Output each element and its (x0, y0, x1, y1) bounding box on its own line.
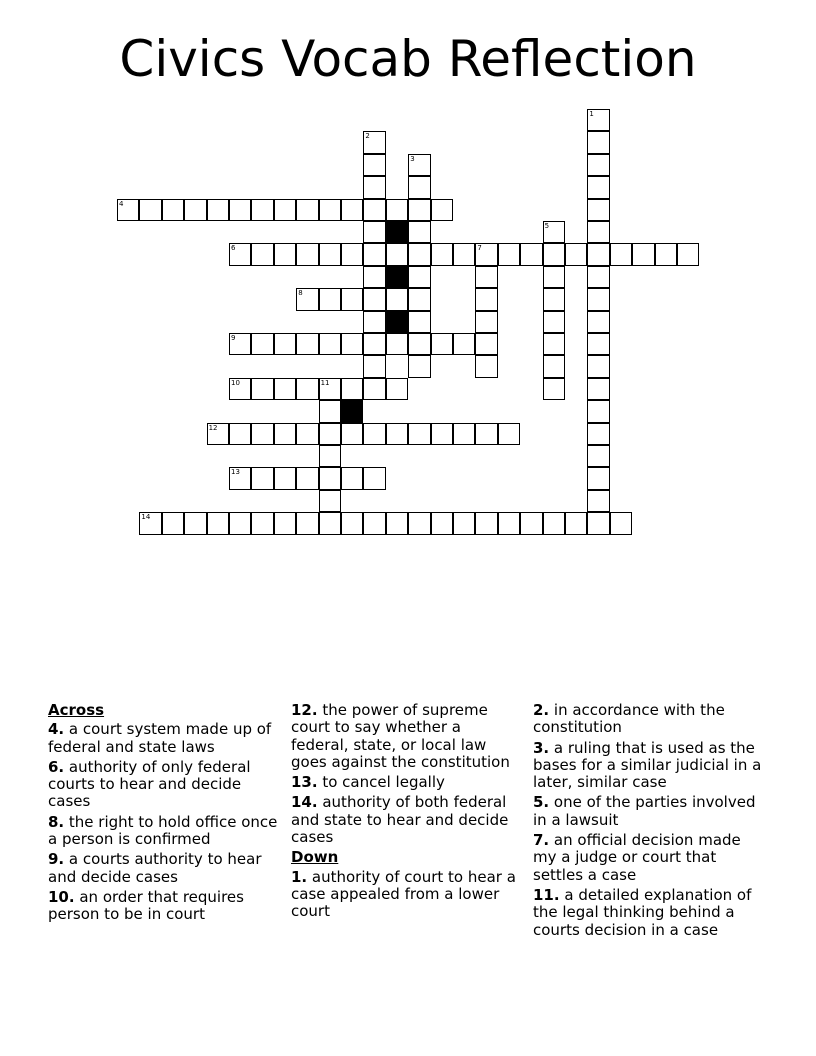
grid-cell[interactable] (587, 288, 609, 310)
grid-cell[interactable] (139, 512, 161, 534)
cell-number: 3 (410, 154, 415, 163)
grid-cell[interactable] (341, 243, 363, 265)
grid-cell[interactable] (251, 199, 273, 221)
cell-number: 7 (477, 244, 482, 253)
grid-cell[interactable] (274, 199, 296, 221)
grid-cell[interactable] (475, 266, 497, 288)
grid-cell[interactable] (655, 243, 677, 265)
grid-cell[interactable] (363, 154, 385, 176)
grid-cell[interactable] (251, 243, 273, 265)
grid-cell[interactable] (296, 199, 318, 221)
grid-cell[interactable] (363, 355, 385, 377)
grid-cell[interactable] (587, 355, 609, 377)
cell-number: 2 (365, 132, 370, 141)
grid-cell[interactable] (475, 333, 497, 355)
grid-cell[interactable] (408, 311, 430, 333)
grid-cell[interactable] (386, 333, 408, 355)
grid-cell[interactable] (363, 333, 385, 355)
grid-cell[interactable] (319, 288, 341, 310)
clue-across-8 (48, 814, 280, 849)
grid-cell[interactable] (408, 176, 430, 198)
clue-column-2 (291, 702, 523, 924)
puzzle-title: Civics Vocab Reflection (119, 30, 697, 88)
grid-cell[interactable] (139, 199, 161, 221)
grid-cell[interactable] (587, 154, 609, 176)
grid-cell[interactable] (251, 423, 273, 445)
clue-across-10 (48, 889, 280, 924)
clue-text: a court system made up of federal and state laws (48, 720, 272, 756)
clue-number: 1. (291, 867, 308, 886)
grid-cell[interactable] (319, 400, 341, 422)
clue-text: authority of only federal courts to hear and decide cases (48, 757, 251, 811)
clue-number: 5. (533, 793, 550, 812)
clue-down-11 (533, 887, 765, 939)
grid-cell[interactable] (319, 445, 341, 467)
grid-cell[interactable] (274, 243, 296, 265)
grid-cell[interactable] (543, 512, 565, 534)
grid-cell[interactable] (229, 378, 251, 400)
grid-cell[interactable] (296, 378, 318, 400)
grid-cell[interactable] (587, 423, 609, 445)
grid-cell[interactable] (408, 266, 430, 288)
clue-across-12 (291, 702, 523, 771)
grid-cell[interactable] (363, 288, 385, 310)
grid-cell[interactable] (543, 243, 565, 265)
grid-cell[interactable] (251, 512, 273, 534)
grid-cell[interactable] (453, 243, 475, 265)
grid-cell[interactable] (431, 199, 453, 221)
grid-cell[interactable] (319, 467, 341, 489)
blocked-cell (341, 400, 363, 422)
cell-number: 12 (208, 423, 218, 432)
cell-number: 5 (544, 222, 550, 230)
grid-cell[interactable] (319, 243, 341, 265)
grid-cell[interactable] (520, 512, 542, 534)
grid-cell[interactable] (363, 199, 385, 221)
grid-cell[interactable] (543, 288, 565, 310)
clue-across-14 (291, 794, 523, 846)
grid-cell[interactable] (587, 378, 609, 400)
clue-across-6 (48, 759, 280, 811)
grid-cell[interactable] (229, 243, 251, 265)
grid-cell[interactable] (408, 243, 430, 265)
blocked-cell (386, 221, 408, 243)
grid-cell[interactable] (587, 199, 609, 221)
grid-cell[interactable] (386, 378, 408, 400)
clue-number: 4. (48, 720, 65, 739)
clue-text: one of the parties involved in a lawsuit (533, 793, 756, 829)
grid-cell[interactable] (319, 512, 341, 534)
grid-cell[interactable] (498, 423, 520, 445)
grid-cell[interactable] (565, 243, 587, 265)
grid-cell[interactable] (296, 288, 318, 310)
grid-cell[interactable] (498, 243, 520, 265)
clue-number: 8. (48, 812, 65, 831)
grid-cell[interactable] (319, 490, 341, 512)
clue-text: authority of both federal and state to hear and decide cases (291, 793, 509, 847)
cell-number: 9 (231, 334, 236, 342)
grid-cell[interactable] (386, 423, 408, 445)
grid-cell[interactable] (363, 131, 385, 153)
grid-cell[interactable] (363, 311, 385, 333)
grid-cell[interactable] (386, 243, 408, 265)
blocked-cell (386, 311, 408, 333)
grid-cell[interactable] (229, 423, 251, 445)
grid-cell[interactable] (587, 467, 609, 489)
grid-cell[interactable] (587, 221, 609, 243)
grid-cell[interactable] (453, 512, 475, 534)
cell-number: 13 (231, 468, 240, 477)
across-header: Across (48, 701, 105, 719)
clue-text: an official decision made my a judge or court that settles a case (533, 831, 741, 884)
clue-across-9 (48, 851, 280, 886)
clue-down-1 (291, 869, 523, 921)
clue-column-1 (48, 702, 280, 927)
grid-cell[interactable] (565, 512, 587, 534)
clue-number: 14. (291, 793, 318, 812)
clue-text: the power of supreme court to say whether a federal, state, or local law goes against the constitution (291, 701, 510, 771)
clue-number: 7. (533, 831, 550, 850)
grid-cell[interactable] (363, 467, 385, 489)
grid-cell[interactable] (229, 199, 251, 221)
grid-cell[interactable] (341, 288, 363, 310)
grid-cell[interactable] (386, 199, 408, 221)
grid-cell[interactable] (431, 333, 453, 355)
grid-cell[interactable] (543, 378, 565, 400)
grid-cell[interactable] (319, 199, 341, 221)
clue-down-7 (533, 832, 765, 884)
grid-cell[interactable] (274, 467, 296, 489)
grid-cell[interactable] (587, 266, 609, 288)
grid-cell[interactable] (408, 355, 430, 377)
grid-cell[interactable] (296, 467, 318, 489)
grid-cell[interactable] (363, 221, 385, 243)
grid-cell[interactable] (587, 311, 609, 333)
grid-cell[interactable] (520, 243, 542, 265)
grid-cell[interactable] (274, 378, 296, 400)
grid-cell[interactable] (341, 378, 363, 400)
cell-number: 6 (231, 244, 236, 253)
clue-number: 13. (291, 773, 318, 792)
clue-number: 2. (533, 701, 550, 719)
grid-cell[interactable] (543, 355, 565, 377)
grid-cell[interactable] (408, 288, 430, 310)
grid-cell[interactable] (162, 512, 184, 534)
grid-cell[interactable] (543, 311, 565, 333)
grid-cell[interactable] (408, 423, 430, 445)
clue-text: authority of court to hear a case appealed from a lower court (291, 867, 516, 921)
grid-cell[interactable] (117, 199, 139, 221)
cell-number: 10 (231, 378, 240, 387)
grid-cell[interactable] (475, 512, 497, 534)
grid-cell[interactable] (319, 378, 341, 400)
grid-cell[interactable] (408, 333, 430, 355)
grid-cell[interactable] (498, 512, 520, 534)
grid-cell[interactable] (543, 221, 565, 243)
clue-number: 3. (533, 738, 550, 757)
grid-cell[interactable] (296, 423, 318, 445)
grid-cell[interactable] (229, 467, 251, 489)
clue-across-4 (48, 721, 280, 756)
clue-text: an order that requires person to be in court (48, 887, 244, 924)
grid-cell[interactable] (341, 423, 363, 445)
grid-cell[interactable] (363, 243, 385, 265)
grid-cell[interactable] (341, 199, 363, 221)
grid-cell[interactable] (408, 512, 430, 534)
grid-cell[interactable] (251, 333, 273, 355)
grid-cell[interactable] (274, 423, 296, 445)
grid-cell[interactable] (229, 333, 251, 355)
grid-cell[interactable] (632, 243, 654, 265)
grid-cell[interactable] (296, 243, 318, 265)
grid-cell[interactable] (207, 512, 229, 534)
grid-cell[interactable] (207, 199, 229, 221)
grid-cell[interactable] (363, 176, 385, 198)
clue-text: a detailed explanation of the legal thinking behind a courts decision in a case (533, 885, 752, 939)
grid-cell[interactable] (587, 445, 609, 467)
clue-text: in accordance with the constitution (533, 701, 725, 737)
grid-cell[interactable] (587, 176, 609, 198)
grid-cell[interactable] (475, 311, 497, 333)
clue-across-13 (291, 774, 523, 791)
grid-cell[interactable] (543, 266, 565, 288)
clue-number: 11. (533, 885, 560, 904)
grid-cell[interactable] (587, 109, 609, 131)
clue-number: 9. (48, 850, 65, 869)
grid-cell[interactable] (274, 512, 296, 534)
grid-cell[interactable] (408, 199, 430, 221)
grid-cell[interactable] (587, 490, 609, 512)
grid-cell[interactable] (162, 199, 184, 221)
grid-cell[interactable] (587, 512, 609, 534)
grid-cell[interactable] (610, 512, 632, 534)
grid-cell[interactable] (363, 512, 385, 534)
grid-cell[interactable] (408, 154, 430, 176)
grid-cell[interactable] (453, 423, 475, 445)
clue-number: 12. (291, 701, 318, 719)
grid-cell[interactable] (610, 243, 632, 265)
grid-cell[interactable] (587, 400, 609, 422)
blocked-cell (386, 266, 408, 288)
grid-cell[interactable] (386, 512, 408, 534)
grid-cell[interactable] (431, 243, 453, 265)
cell-number: 8 (298, 289, 303, 298)
grid-cell[interactable] (475, 288, 497, 310)
cell-number: 14 (141, 513, 151, 522)
grid-cell[interactable] (251, 378, 273, 400)
grid-cell[interactable] (341, 333, 363, 355)
grid-cell[interactable] (408, 221, 430, 243)
cell-number: 1 (589, 110, 594, 118)
grid-cell[interactable] (296, 333, 318, 355)
clue-number: 10. (48, 887, 75, 906)
cell-number: 4 (119, 199, 124, 208)
grid-cell[interactable] (319, 423, 341, 445)
grid-cell[interactable] (296, 512, 318, 534)
grid-cell[interactable] (431, 512, 453, 534)
grid-cell[interactable] (274, 333, 296, 355)
grid-cell[interactable] (475, 355, 497, 377)
grid-cell[interactable] (341, 512, 363, 534)
grid-cell[interactable] (543, 333, 565, 355)
grid-cell[interactable] (431, 423, 453, 445)
clue-down-5 (533, 794, 765, 829)
down-header: Down (291, 848, 339, 867)
clue-down-3 (533, 740, 765, 792)
clue-down-2 (533, 702, 765, 737)
grid-cell[interactable] (677, 243, 699, 265)
grid-cell[interactable] (587, 333, 609, 355)
grid-cell[interactable] (319, 333, 341, 355)
grid-cell[interactable] (475, 243, 497, 265)
grid-cell[interactable] (251, 467, 273, 489)
clue-text: the right to hold office once a person is confirmed (48, 812, 278, 849)
clue-column-3 (533, 702, 765, 942)
clue-number: 6. (48, 757, 65, 776)
grid-cell[interactable] (341, 467, 363, 489)
grid-cell[interactable] (386, 288, 408, 310)
cell-number: 11 (320, 378, 330, 387)
clue-text: a courts authority to hear and decide cases (48, 850, 262, 886)
grid-cell[interactable] (453, 333, 475, 355)
grid-cell[interactable] (363, 266, 385, 288)
grid-cell[interactable] (207, 423, 229, 445)
clue-text: to cancel legally (322, 773, 445, 792)
grid-cell[interactable] (587, 131, 609, 153)
grid-cell[interactable] (587, 243, 609, 265)
grid-cell[interactable] (363, 378, 385, 400)
grid-cell[interactable] (363, 423, 385, 445)
grid-cell[interactable] (475, 423, 497, 445)
grid-cell[interactable] (229, 512, 251, 534)
grid-cell[interactable] (184, 199, 206, 221)
clue-text: a ruling that is used as the bases for a similar judicial in a later, similar case (533, 738, 762, 792)
grid-cell[interactable] (184, 512, 206, 534)
